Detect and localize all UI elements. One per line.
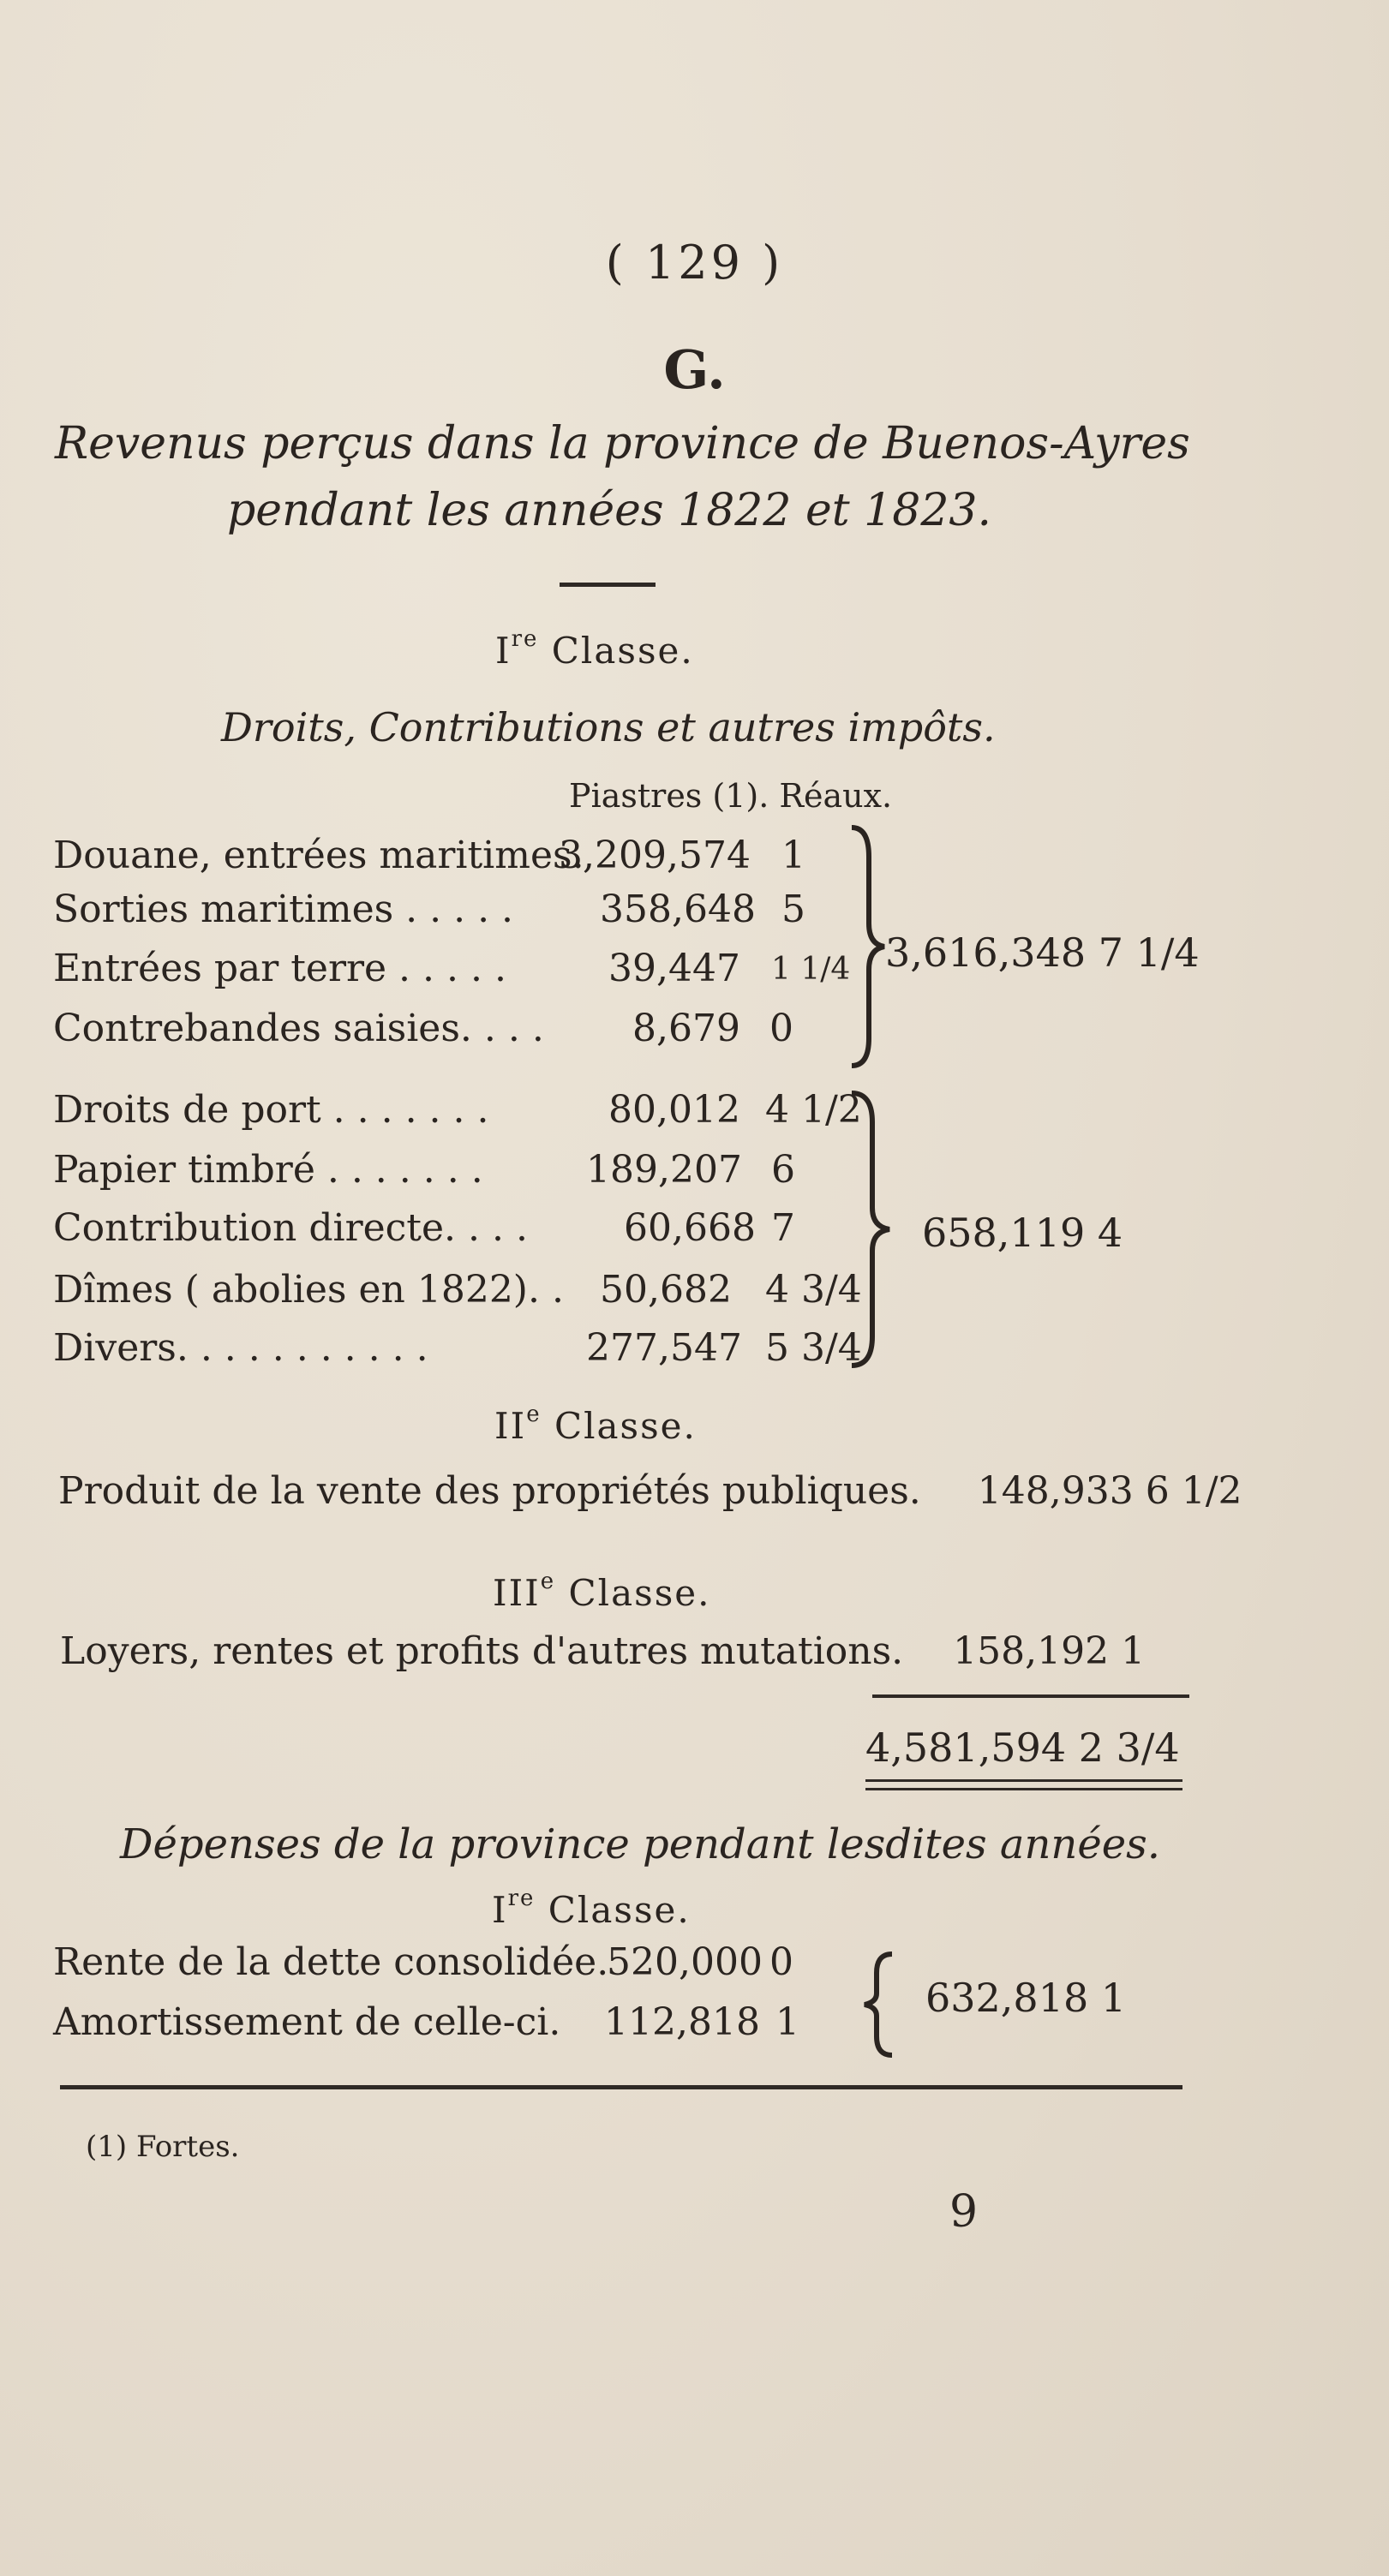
row-label: Papier timbré . . . . . . . (53, 1148, 483, 1192)
grand-total: 4,581,594 2 3/4 (865, 1724, 1180, 1771)
row-reaux: 1 1/4 (771, 952, 851, 987)
signature-mark: 9 (949, 2186, 979, 2238)
classe-4-heading: Ire Classe. (492, 1886, 691, 1931)
subtitle: Droits, Contributions et autres impôts. (221, 704, 996, 750)
brace-group-3 (861, 1949, 913, 2060)
row-piastres: 8,679 (632, 1007, 740, 1050)
brace-group-1 (840, 822, 891, 1071)
row-label: Droits de port . . . . . . . (53, 1088, 489, 1132)
section-letter: G. (663, 338, 726, 401)
row-label: Contrebandes saisies. . . . (53, 1007, 544, 1050)
depenses-title: Dépenses de la province pendant lesdites années. (120, 1820, 1161, 1868)
footnote: (1) Fortes. (86, 2130, 240, 2164)
produit-label: Produit de la vente des propriétés publiques. (58, 1469, 921, 1513)
title-line-2: pendant les années 1822 et 1823. (227, 485, 992, 536)
classe-2-heading: IIe Classe. (494, 1402, 697, 1447)
row-reaux: 6 (771, 1148, 795, 1192)
row-piastres: 189,207 (586, 1148, 742, 1192)
row-piastres: 50,682 (600, 1268, 732, 1312)
loyers-value: 158,192 1 (953, 1629, 1146, 1673)
double-rule-bottom (865, 1788, 1182, 1790)
group-3-total: 632,818 1 (925, 1975, 1127, 2021)
row-piastres: 112,818 (604, 2000, 760, 2044)
row-piastres: 3,209,574 (559, 834, 751, 877)
row-label: Sorties maritimes . . . . . (53, 888, 514, 931)
classe-3-heading: IIIe Classe. (493, 1569, 711, 1614)
row-reaux: 5 3/4 (765, 1326, 862, 1370)
row-piastres: 80,012 (608, 1088, 740, 1132)
brace-group-2 (848, 1088, 900, 1371)
loyers-label: Loyers, rentes et profits d'autres mutations. (60, 1629, 904, 1673)
row-label: Amortissement de celle-ci. (53, 2000, 561, 2044)
row-reaux: 4 1/2 (765, 1088, 862, 1132)
row-label: Rente de la dette consolidée. (53, 1940, 609, 1984)
row-reaux: 0 (769, 1940, 793, 1984)
loyers-row (60, 1629, 1145, 1673)
title-line-1: Revenus perçus dans la province de Buenos-Ayres (55, 418, 1190, 469)
row-piastres: 358,648 (600, 888, 756, 931)
group-1-total: 3,616,348 7 1/4 (885, 929, 1200, 976)
row-piastres: 277,547 (586, 1326, 742, 1370)
row-label: Contribution directe. . . . (53, 1206, 528, 1250)
page-number: ( 129 ) (605, 236, 784, 290)
double-rule-top (865, 1779, 1182, 1782)
title-rule (560, 583, 656, 587)
row-piastres: 39,447 (608, 947, 740, 990)
sum-rule (872, 1694, 1189, 1698)
row-label: Divers. . . . . . . . . . . (53, 1326, 428, 1370)
row-label: Dîmes ( abolies en 1822). . (53, 1268, 564, 1312)
row-piastres: 60,668 (624, 1206, 756, 1250)
row-piastres: 520,000 (607, 1940, 763, 1984)
produit-value: 148,933 6 1/2 (977, 1469, 1242, 1513)
classe-1-heading: Ire Classe. (495, 626, 694, 672)
row-reaux: 1 (781, 834, 805, 877)
produit-row (58, 1469, 1242, 1513)
column-headers: Piastres (1). Réaux. (569, 777, 893, 815)
row-reaux: 5 (781, 888, 805, 931)
row-label: Douane, entrées maritimes. (53, 834, 584, 877)
row-label: Entrées par terre . . . . . (53, 947, 506, 990)
footnote-rule (60, 2085, 1182, 2089)
row-reaux: 0 (769, 1007, 793, 1050)
row-reaux: 1 (775, 2000, 799, 2044)
row-reaux: 4 3/4 (765, 1268, 862, 1312)
group-2-total: 658,119 4 (922, 1210, 1123, 1256)
row-reaux: 7 (771, 1206, 795, 1250)
